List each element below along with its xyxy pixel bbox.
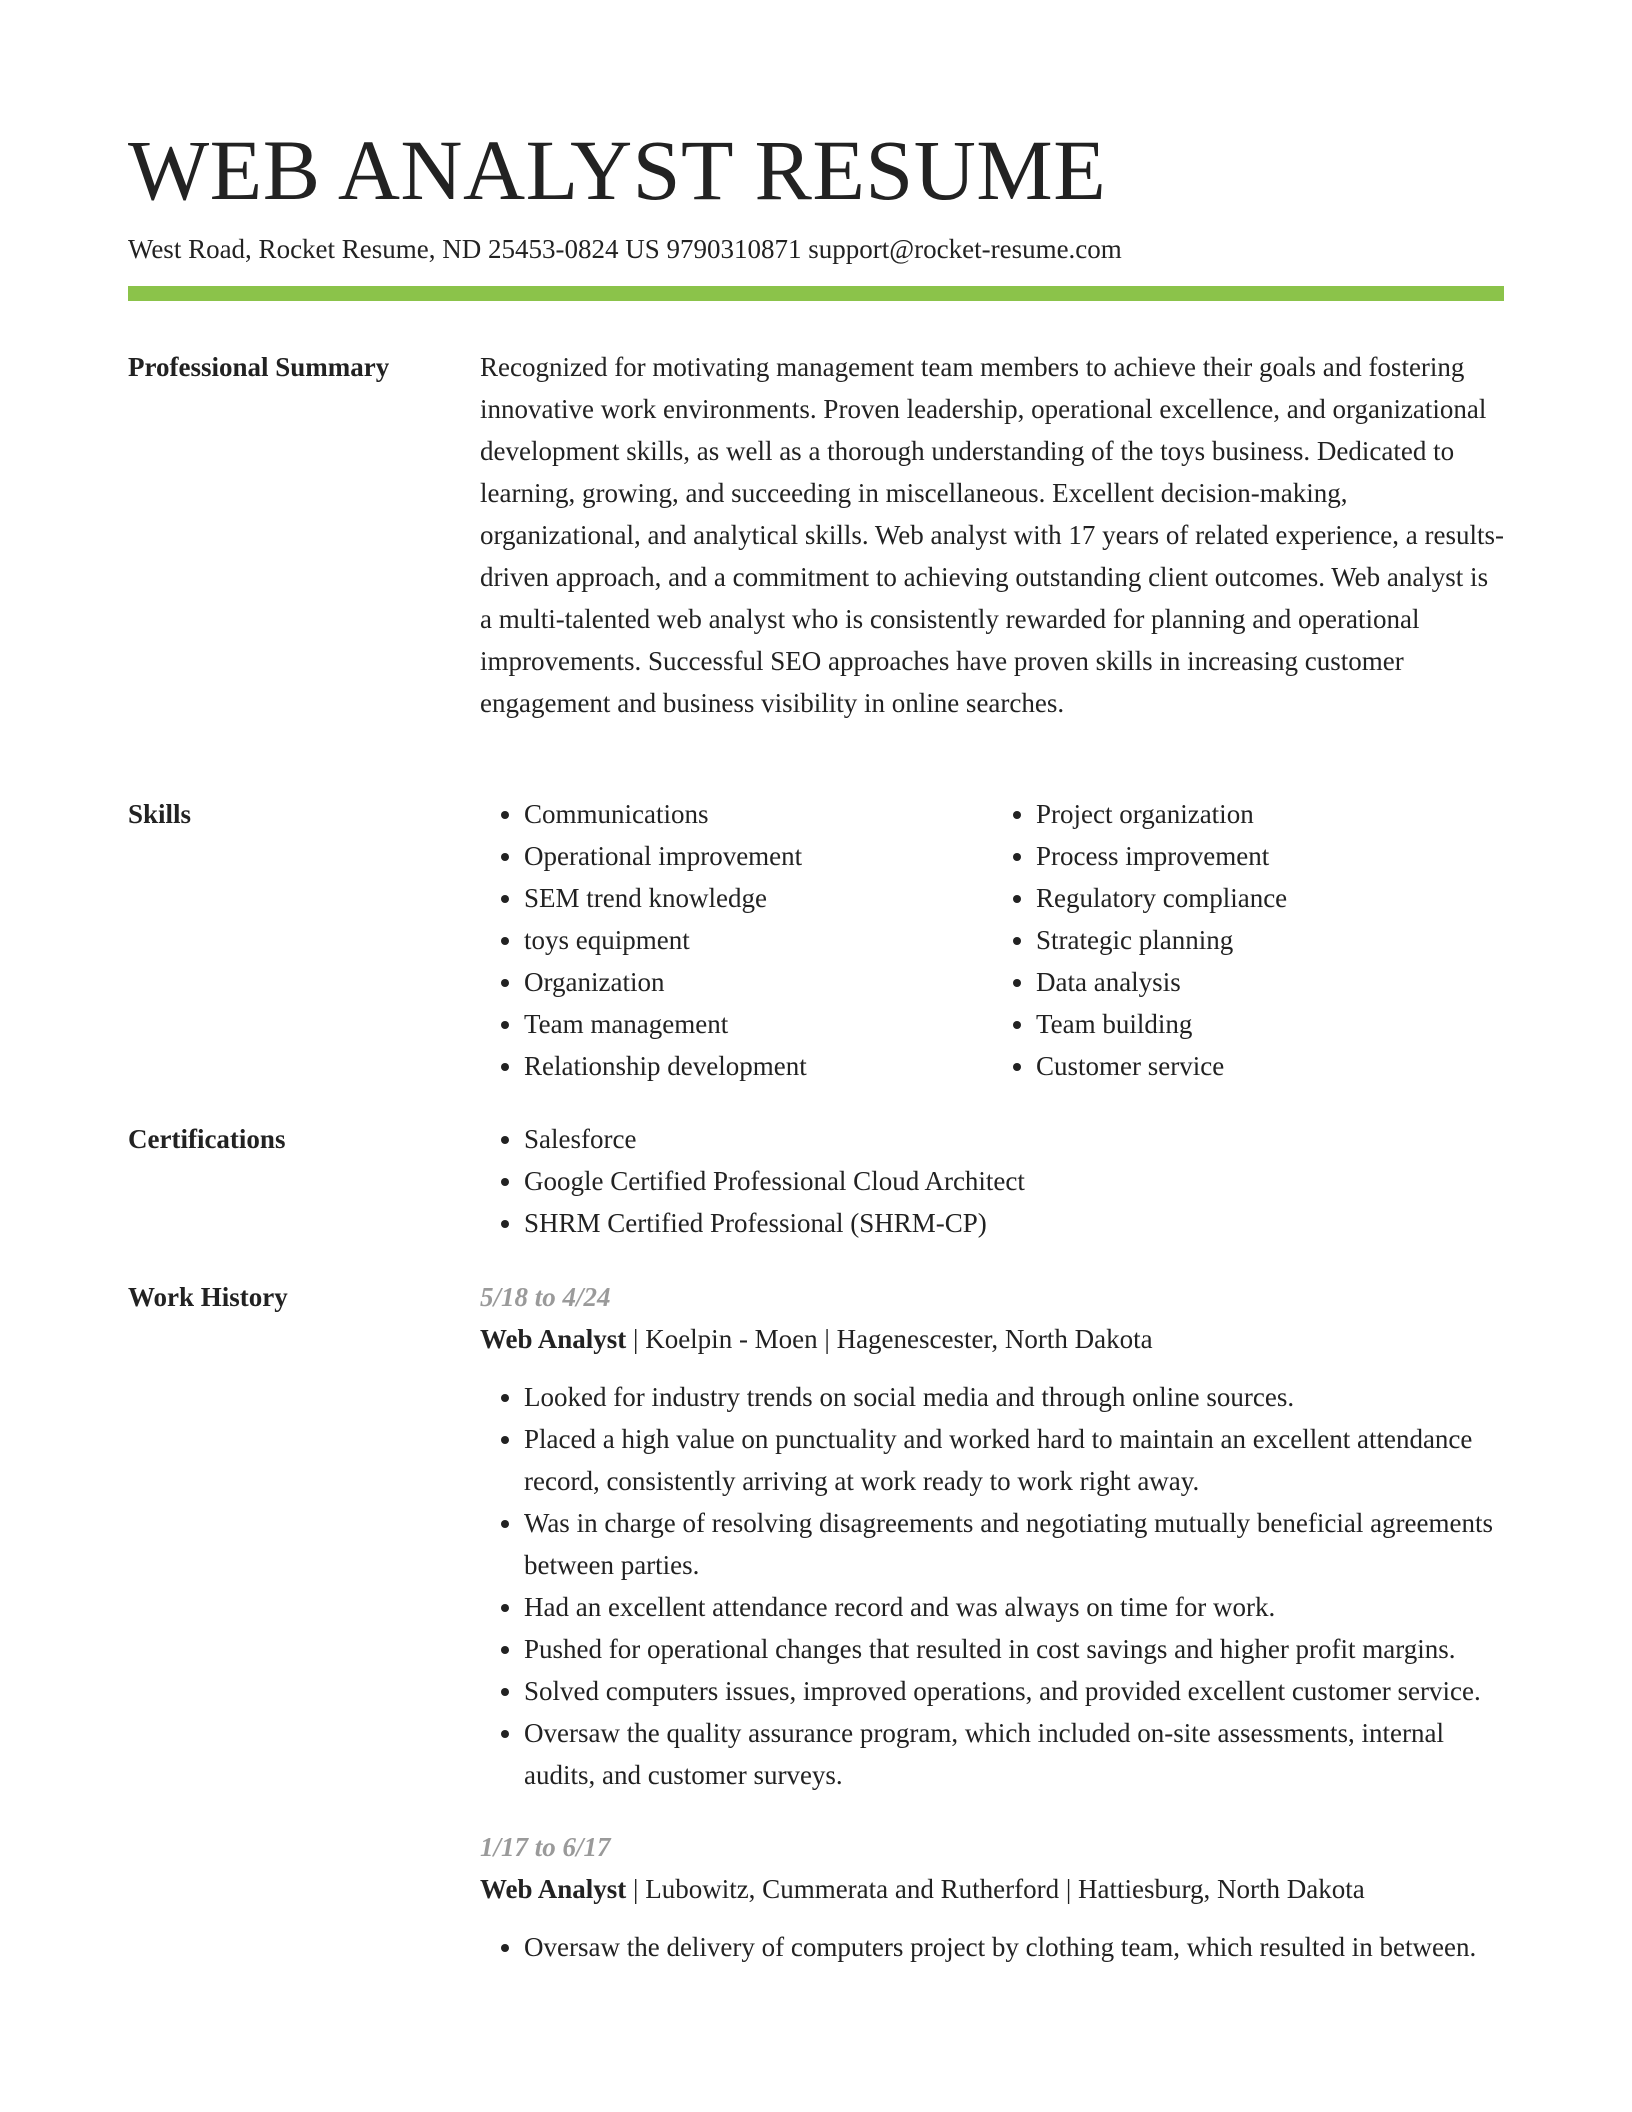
- list-item: • Team building: [1036, 1003, 1504, 1045]
- job-title: Web Analyst: [480, 1324, 627, 1354]
- skills-heading: Skills: [128, 799, 192, 829]
- list-item: • Relationship development: [524, 1045, 992, 1087]
- job-entry: [480, 1826, 1504, 1968]
- job-dates: 5/18 to 4/24: [480, 1282, 611, 1312]
- header-divider: [128, 286, 1504, 301]
- skills-list-left: [480, 793, 992, 1087]
- list-item: • Process improvement: [1036, 835, 1504, 877]
- list-item: • Communications: [524, 793, 992, 835]
- list-item: • Solved computers issues, improved operations, and provided excellent customer service.: [524, 1670, 1504, 1712]
- work-history-heading: Work History: [128, 1282, 288, 1312]
- list-item: • Strategic planning: [1036, 919, 1504, 961]
- summary-body: [480, 346, 1504, 724]
- list-item: • Was in charge of resolving disagreements and negotiating mutually beneficial agreements between parties.: [524, 1502, 1504, 1586]
- summary-text: Recognized for motivating management team members to achieve their goals and fostering innovative work environments. Proven leadership, operational excellence, and organizational development skills, as well as a thorough understanding of the toys business. Dedicated to learning, growing, and succeeding in miscellaneous. Excellent decision-making, organizational, and analytical skills. Web analyst with 17 years of related experience, a results-driven approach, and a commitment to achieving outstanding client outcomes. Web analyst is a multi-talented web analyst who is consistently rewarded for planning and operational improvements. Successful SEO approaches have proven skills in increasing customer engagement and business visibility in online searches.: [480, 352, 1504, 718]
- work-history-body: [480, 1276, 1504, 1968]
- list-item: • toys equipment: [524, 919, 992, 961]
- job-title: Web Analyst: [480, 1874, 627, 1904]
- certifications-body: [480, 1118, 1504, 1244]
- list-item: • Data analysis: [1036, 961, 1504, 1003]
- list-item: • Pushed for operational changes that resulted in cost savings and higher profit margins.: [524, 1628, 1504, 1670]
- list-item: • Operational improvement: [524, 835, 992, 877]
- contact-line: West Road, Rocket Resume, ND 25453-0824 US 9790310871 support@rocket-resume.com: [128, 234, 1122, 264]
- list-item: • Oversaw the delivery of computers project by clothing team, which resulted in between.: [524, 1926, 1504, 1968]
- list-item: • Project organization: [1036, 793, 1504, 835]
- list-item: • Oversaw the quality assurance program, which included on-site assessments, internal audits, and customer surveys.: [524, 1712, 1504, 1796]
- list-item: • Google Certified Professional Cloud Architect: [524, 1160, 1504, 1202]
- list-item: • Looked for industry trends on social media and through online sources.: [524, 1376, 1504, 1418]
- certifications-list: [480, 1118, 1504, 1244]
- list-item: • Organization: [524, 961, 992, 1003]
- resume-title: WEB ANALYST RESUME: [128, 122, 1107, 218]
- job-details: | Lubowitz, Cummerata and Rutherford | Hattiesburg, North Dakota: [626, 1874, 1365, 1904]
- list-item: • Salesforce: [524, 1118, 1504, 1160]
- list-item: • Placed a high value on punctuality and worked hard to maintain an excellent attendance record, consistently arriving at work ready to work right away.: [524, 1418, 1504, 1502]
- skills-body: [480, 793, 1504, 1087]
- job-bullets: [480, 1376, 1504, 1796]
- list-item: • Regulatory compliance: [1036, 877, 1504, 919]
- summary-heading: Professional Summary: [128, 352, 390, 382]
- job-heading: [480, 1868, 1504, 1910]
- list-item: • Had an excellent attendance record and was always on time for work.: [524, 1586, 1504, 1628]
- list-item: • Team management: [524, 1003, 992, 1045]
- job-heading: [480, 1318, 1504, 1360]
- certifications-heading: Certifications: [128, 1124, 286, 1154]
- job-dates: 1/17 to 6/17: [480, 1832, 611, 1862]
- job-details: | Koelpin - Moen | Hagenescester, North Dakota: [626, 1324, 1153, 1354]
- skills-list-right: [992, 793, 1504, 1087]
- list-item: • Customer service: [1036, 1045, 1504, 1087]
- job-bullets: [480, 1926, 1504, 1968]
- skills-columns: [480, 793, 1504, 1087]
- list-item: • SEM trend knowledge: [524, 877, 992, 919]
- job-entry: [480, 1276, 1504, 1796]
- list-item: • SHRM Certified Professional (SHRM-CP): [524, 1202, 1504, 1244]
